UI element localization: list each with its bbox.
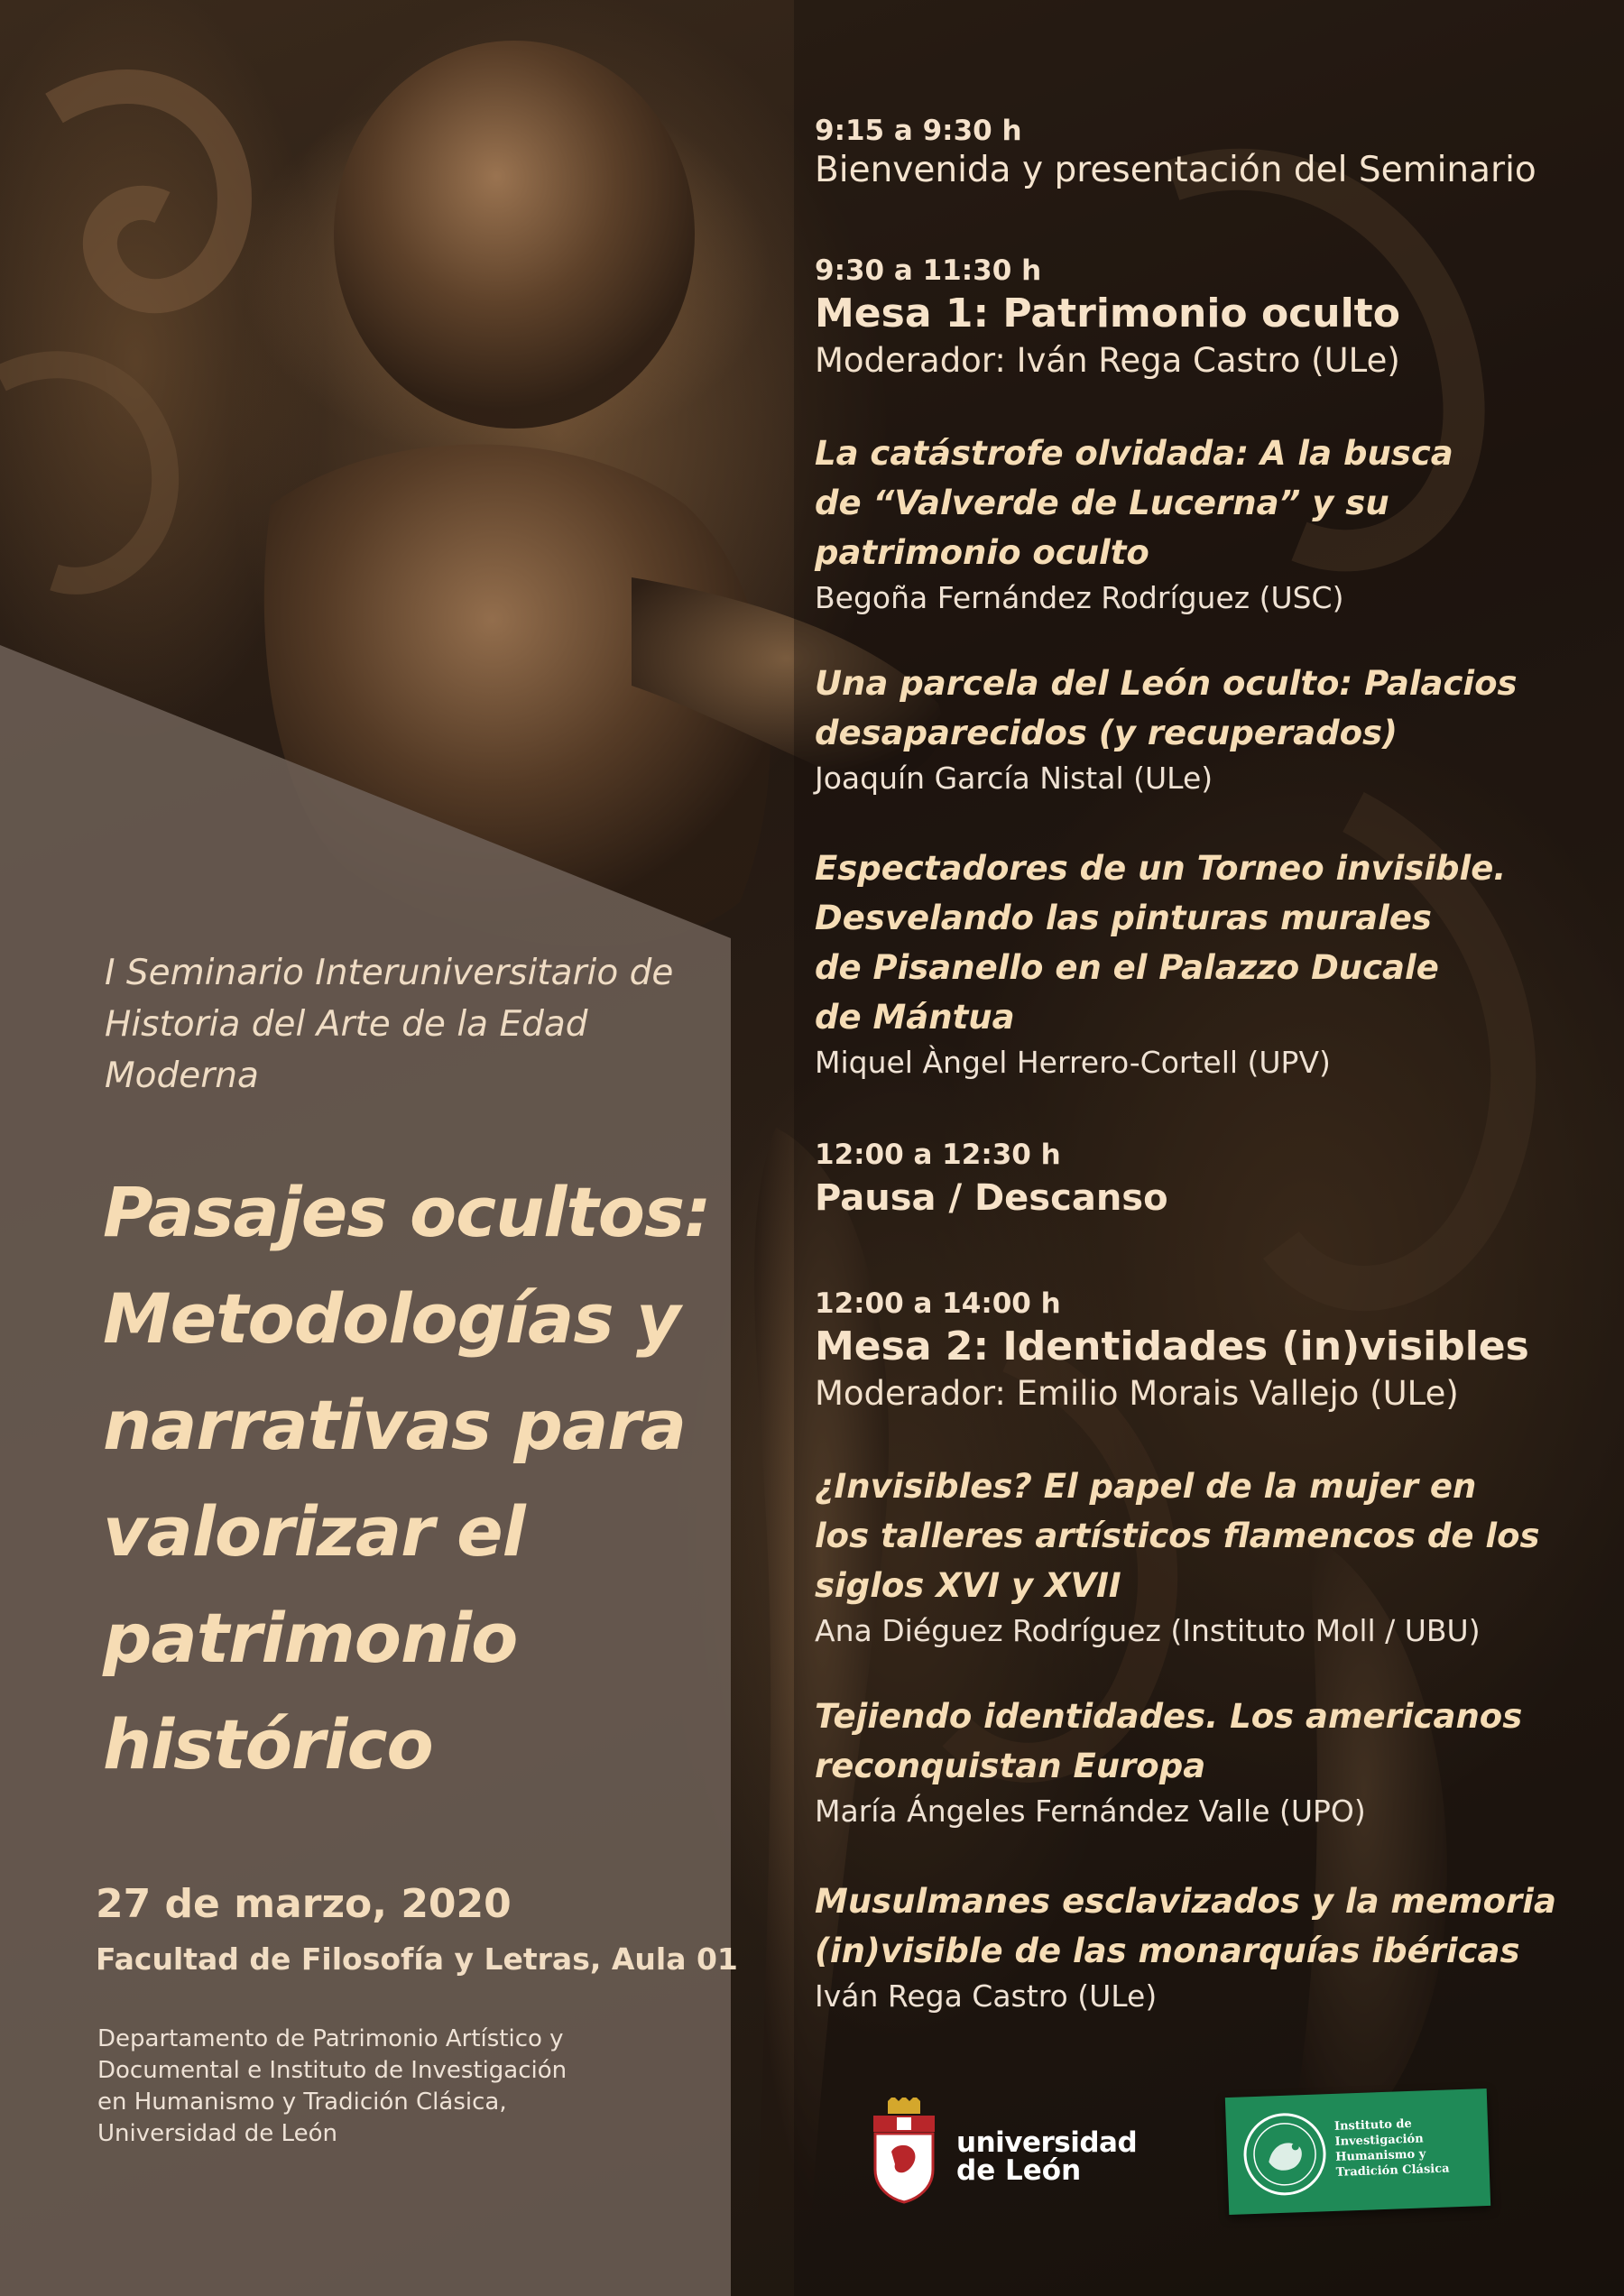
mesa2-session — [815, 1286, 1609, 1415]
talk-item — [815, 659, 1609, 799]
instituto-humanismo-logo — [1225, 2089, 1490, 2215]
talk-item — [815, 1692, 1609, 1832]
talk-title: Tejiendo identidades. Los americanos reconquistan Europa — [815, 1697, 1523, 1785]
talk-title: Espectadores de un Torneo invisible. Desvelando las pinturas murales de Pisanello en el Palazzo Ducale de Mántua — [815, 849, 1507, 1037]
session-title: Pausa / Descanso — [815, 1177, 1168, 1219]
session-time: 12:00 a 14:00 h — [815, 1287, 1061, 1320]
welcome-session — [815, 113, 1609, 192]
talk-title: Una parcela del León oculto: Palacios desaparecidos (y recuperados) — [815, 664, 1518, 752]
talk-item — [815, 844, 1609, 1083]
seal-icon — [1238, 2107, 1331, 2200]
talk-speaker: Miquel Àngel Herrero-Cortell (UPV) — [815, 1045, 1331, 1080]
universidad-de-leon-logo — [868, 2098, 1138, 2206]
talk-title: Musulmanes esclavizados y la memoria (in)visible de las monarquías ibéricas — [815, 1882, 1556, 1970]
talk-item — [815, 429, 1609, 619]
session-time: 9:15 a 9:30 h — [815, 115, 1022, 147]
talk-title: ¿Invisibles? El papel de la mujer en los talleres artísticos flamencos de los siglos XVI y XVII — [815, 1467, 1540, 1605]
session-title: Mesa 1: Patrimonio oculto — [815, 290, 1400, 337]
event-date: 27 de marzo, 2020 — [96, 1881, 512, 1927]
session-time: 12:00 a 12:30 h — [815, 1139, 1061, 1171]
talk-title: La catástrofe olvidada: A la busca de “Valverde de Lucerna” y su patrimonio oculto — [815, 434, 1453, 572]
session-moderator: Moderador: Emilio Morais Vallejo (ULe) — [815, 1374, 1459, 1413]
pause-session — [815, 1137, 1609, 1223]
session-time: 9:30 a 11:30 h — [815, 254, 1042, 287]
talk-item — [815, 1876, 1609, 2017]
seminar-series-title: I Seminario Interuniversitario de Historia del Arte de la Edad Moderna — [105, 953, 674, 1096]
ule-wordmark — [956, 2126, 1138, 2187]
talk-speaker: Begoña Fernández Rodríguez (USC) — [815, 580, 1344, 615]
organizing-department: Departamento de Patrimonio Artístico y Documental e Instituto de Investigación en Humanismo y Tradición Clásica, Universidad de León — [97, 2025, 567, 2147]
ule-wordmark-line1: universidad — [956, 2126, 1138, 2159]
mesa1-session — [815, 253, 1609, 383]
event-venue: Facultad de Filosofía y Letras, Aula 01 — [96, 1941, 738, 1977]
session-title: Bienvenida y presentación del Seminario — [815, 150, 1536, 190]
session-title: Mesa 2: Identidades (in)visibles — [815, 1323, 1529, 1369]
ule-wordmark-line2: de León — [956, 2154, 1082, 2187]
session-moderator: Moderador: Iván Rega Castro (ULe) — [815, 341, 1400, 380]
talk-item — [815, 1462, 1609, 1652]
coat-of-arms-icon — [868, 2098, 940, 2206]
seminar-main-title: Pasajes ocultos: Metodologías y narrativas para valorizar el patrimonio histórico — [103, 1172, 711, 1784]
talk-speaker: María Ángeles Fernández Valle (UPO) — [815, 1793, 1366, 1829]
talk-speaker: Joaquín García Nistal (ULe) — [815, 761, 1213, 796]
instituto-name: Instituto de Investigación Humanismo y Tradición Clásica — [1333, 2116, 1450, 2180]
talk-speaker: Iván Rega Castro (ULe) — [815, 1978, 1158, 2014]
talk-speaker: Ana Diéguez Rodríguez (Instituto Moll / UBU) — [815, 1613, 1481, 1648]
